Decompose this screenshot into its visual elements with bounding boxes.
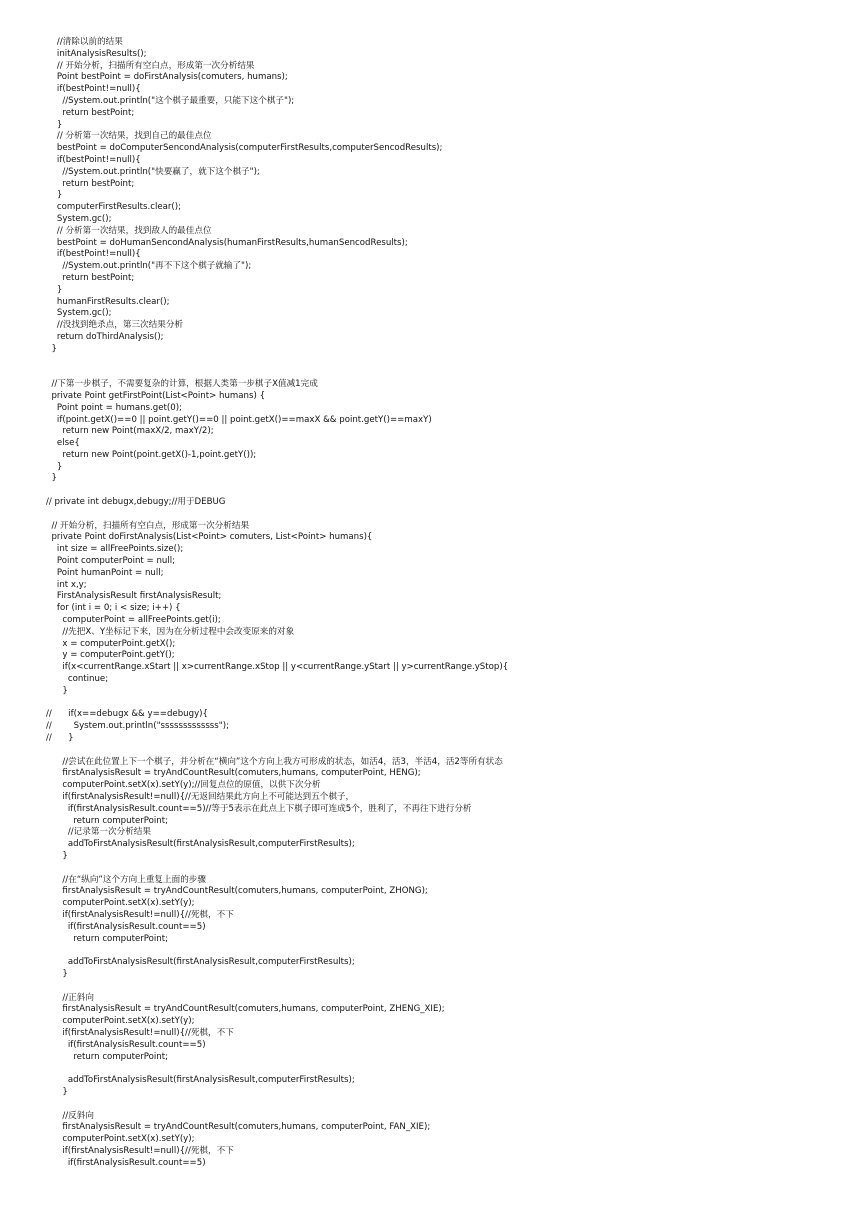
code-line: initAnalysisResults(); bbox=[46, 48, 147, 59]
code-line: // if(x==debugx && y==debugy){ bbox=[46, 709, 208, 720]
code-line: // 分析第一次结果，找到敌人的最佳点位 bbox=[46, 225, 212, 236]
code-line bbox=[0, 485, 868, 497]
code-line: } bbox=[46, 968, 68, 979]
code-line: private Point getFirstPoint(List<Point> humans) { bbox=[46, 390, 266, 401]
code-line: } bbox=[46, 473, 57, 484]
code-line: //在“纵向”这个方向上重复上面的步骤 bbox=[46, 874, 206, 885]
code-line: // 分析第一次结果，找到自己的最佳点位 bbox=[46, 131, 212, 142]
code-line: // 开始分析，扫描所有空白点，形成第一次分析结果 bbox=[46, 520, 250, 531]
code-line: //正斜向 bbox=[46, 992, 94, 1003]
code-line: Point humanPoint = null; bbox=[46, 567, 164, 578]
code-line: computerFirstResults.clear(); bbox=[46, 202, 182, 213]
code-line: computerPoint.setX(x).setY(y);//回复点位的原值，以供下次分析 bbox=[46, 780, 321, 791]
code-line: if(firstAnalysisResult!=null){//死棋，不下 bbox=[46, 1027, 234, 1038]
code-line: System.gc(); bbox=[46, 213, 112, 224]
code-line: return computerPoint; bbox=[46, 933, 169, 944]
code-line bbox=[0, 367, 868, 379]
code-line: //记录第一次分析结果 bbox=[46, 827, 151, 838]
code-line bbox=[0, 1063, 868, 1075]
code-line: return bestPoint; bbox=[46, 107, 135, 118]
code-line: } bbox=[46, 1086, 68, 1097]
code-line: for (int i = 0; i < size; i++) { bbox=[46, 603, 181, 614]
code-line: //没找到绝杀点，第三次结果分析 bbox=[46, 320, 184, 331]
code-line: computerPoint.setX(x).setY(y); bbox=[46, 898, 195, 909]
code-line: computerPoint.setX(x).setY(y); bbox=[46, 1134, 195, 1145]
code-line: computerPoint = allFreePoints.get(i); bbox=[46, 615, 221, 626]
code-line bbox=[0, 356, 868, 368]
code-line: //System.out.println("再不下这个棋子就输了"); bbox=[46, 261, 252, 272]
code-line: computerPoint.setX(x).setY(y); bbox=[46, 1016, 195, 1027]
code-line: FirstAnalysisResult firstAnalysisResult; bbox=[46, 591, 222, 602]
code-line: humanFirstResults.clear(); bbox=[46, 296, 170, 307]
code-line: int size = allFreePoints.size(); bbox=[46, 544, 184, 555]
code-line: bestPoint = doHumanSencondAnalysis(humanFirstResults,humanSencodResults); bbox=[46, 237, 408, 248]
code-line bbox=[0, 745, 868, 757]
code-line: //System.out.println("这个棋子最重要，只能下这个棋子"); bbox=[46, 95, 295, 106]
code-line: System.gc(); bbox=[46, 308, 112, 319]
code-line: //反斜向 bbox=[46, 1110, 94, 1121]
code-line bbox=[0, 981, 868, 993]
code-line: firstAnalysisResult = tryAndCountResult(comuters,humans, computerPoint, ZHONG); bbox=[46, 886, 428, 897]
code-line: // private int debugx,debugy;//用于DEBUG bbox=[46, 497, 226, 508]
code-line: y = computerPoint.getY(); bbox=[46, 650, 175, 661]
code-line: private Point doFirstAnalysis(List<Point> comuters, List<Point> humans){ bbox=[46, 532, 373, 543]
code-line: } bbox=[46, 119, 63, 130]
code-line: return new Point(point.getX()-1,point.getY()); bbox=[46, 449, 257, 460]
code-line: } bbox=[46, 685, 68, 696]
code-line: return bestPoint; bbox=[46, 272, 135, 283]
code-line: } bbox=[46, 284, 63, 295]
code-line: else{ bbox=[46, 438, 80, 449]
code-line: return bestPoint; bbox=[46, 178, 135, 189]
code-line: Point bestPoint = doFirstAnalysis(comuters, humans); bbox=[46, 72, 288, 83]
code-line: if(firstAnalysisResult.count==5) bbox=[46, 921, 206, 932]
code-line: } bbox=[46, 461, 63, 472]
code-line: if(firstAnalysisResult.count==5) bbox=[46, 1157, 206, 1168]
code-line: x = computerPoint.getX(); bbox=[46, 638, 176, 649]
code-line: if(point.getX()==0 || point.getY()==0 || point.getX()==maxX && point.getY()==maxY) bbox=[46, 414, 432, 425]
code-line bbox=[0, 945, 868, 957]
code-line bbox=[0, 509, 868, 521]
code-line: if(bestPoint!=null){ bbox=[46, 249, 141, 260]
code-line: if(bestPoint!=null){ bbox=[46, 154, 141, 165]
code-line: addToFirstAnalysisResult(firstAnalysisResult,computerFirstResults); bbox=[46, 839, 355, 850]
code-line: int x,y; bbox=[46, 579, 87, 590]
code-line: if(firstAnalysisResult!=null){//死棋，不下 bbox=[46, 909, 234, 920]
code-line: bestPoint = doComputerSencondAnalysis(computerFirstResults,computerSencodResults); bbox=[46, 143, 443, 154]
code-line: if(bestPoint!=null){ bbox=[46, 84, 141, 95]
code-line: firstAnalysisResult = tryAndCountResult(comuters,humans, computerPoint, HENG); bbox=[46, 768, 421, 779]
code-line: if(firstAnalysisResult.count==5)//等于5表示在此点上下棋子即可连成5个，胜利了，不再往下进行分析 bbox=[46, 803, 472, 814]
code-line: return new Point(maxX/2, maxY/2); bbox=[46, 426, 214, 437]
code-line: firstAnalysisResult = tryAndCountResult(comuters,humans, computerPoint, ZHENG_XIE); bbox=[46, 1004, 445, 1015]
code-line: return computerPoint; bbox=[46, 1051, 169, 1062]
code-line: //清除以前的结果 bbox=[46, 37, 123, 47]
code-listing bbox=[0, 37, 868, 1170]
code-line: return computerPoint; bbox=[46, 815, 169, 826]
code-line: // System.out.println("sssssssssssss"); bbox=[46, 721, 229, 732]
code-line: // 开始分析，扫描所有空白点，形成第一次分析结果 bbox=[46, 60, 255, 71]
code-line: if(firstAnalysisResult!=null){//死棋，不下 bbox=[46, 1145, 234, 1156]
code-line: Point computerPoint = null; bbox=[46, 556, 176, 567]
code-line: // } bbox=[46, 733, 74, 744]
code-line: } bbox=[46, 343, 57, 354]
code-line: } bbox=[46, 850, 68, 861]
code-line: addToFirstAnalysisResult(firstAnalysisResult,computerFirstResults); bbox=[46, 1075, 355, 1086]
code-line bbox=[0, 863, 868, 875]
code-line: //先把X、Y坐标记下来，因为在分析过程中会改变原来的对象 bbox=[46, 626, 295, 637]
code-line: //尝试在此位置上下一个棋子，并分析在“横向”这个方向上我方可形成的状态，如活4，活3，半活4，活2等所有状态 bbox=[46, 756, 503, 767]
code-line: addToFirstAnalysisResult(firstAnalysisResult,computerFirstResults); bbox=[46, 957, 355, 968]
code-line bbox=[0, 1099, 868, 1111]
code-line: firstAnalysisResult = tryAndCountResult(comuters,humans, computerPoint, FAN_XIE); bbox=[46, 1122, 431, 1133]
code-line: } bbox=[46, 190, 63, 201]
code-line: //下第一步棋子，不需要复杂的计算，根据人类第一步棋子X值减1完成 bbox=[46, 379, 318, 390]
code-line bbox=[0, 698, 868, 710]
code-line: if(x<currentRange.xStart || x>currentRange.xStop || y<currentRange.yStart || y>currentRange.yStop){ bbox=[46, 662, 509, 673]
code-line: //System.out.println("快要赢了，就下这个棋子"); bbox=[46, 166, 260, 177]
code-line: if(firstAnalysisResult.count==5) bbox=[46, 1039, 206, 1050]
code-line: Point point = humans.get(0); bbox=[46, 402, 182, 413]
code-line: if(firstAnalysisResult!=null){//无返回结果此方向上不可能达到五个棋子， bbox=[46, 792, 355, 802]
code-line: return doThirdAnalysis(); bbox=[46, 331, 164, 342]
code-line: continue; bbox=[46, 674, 109, 685]
